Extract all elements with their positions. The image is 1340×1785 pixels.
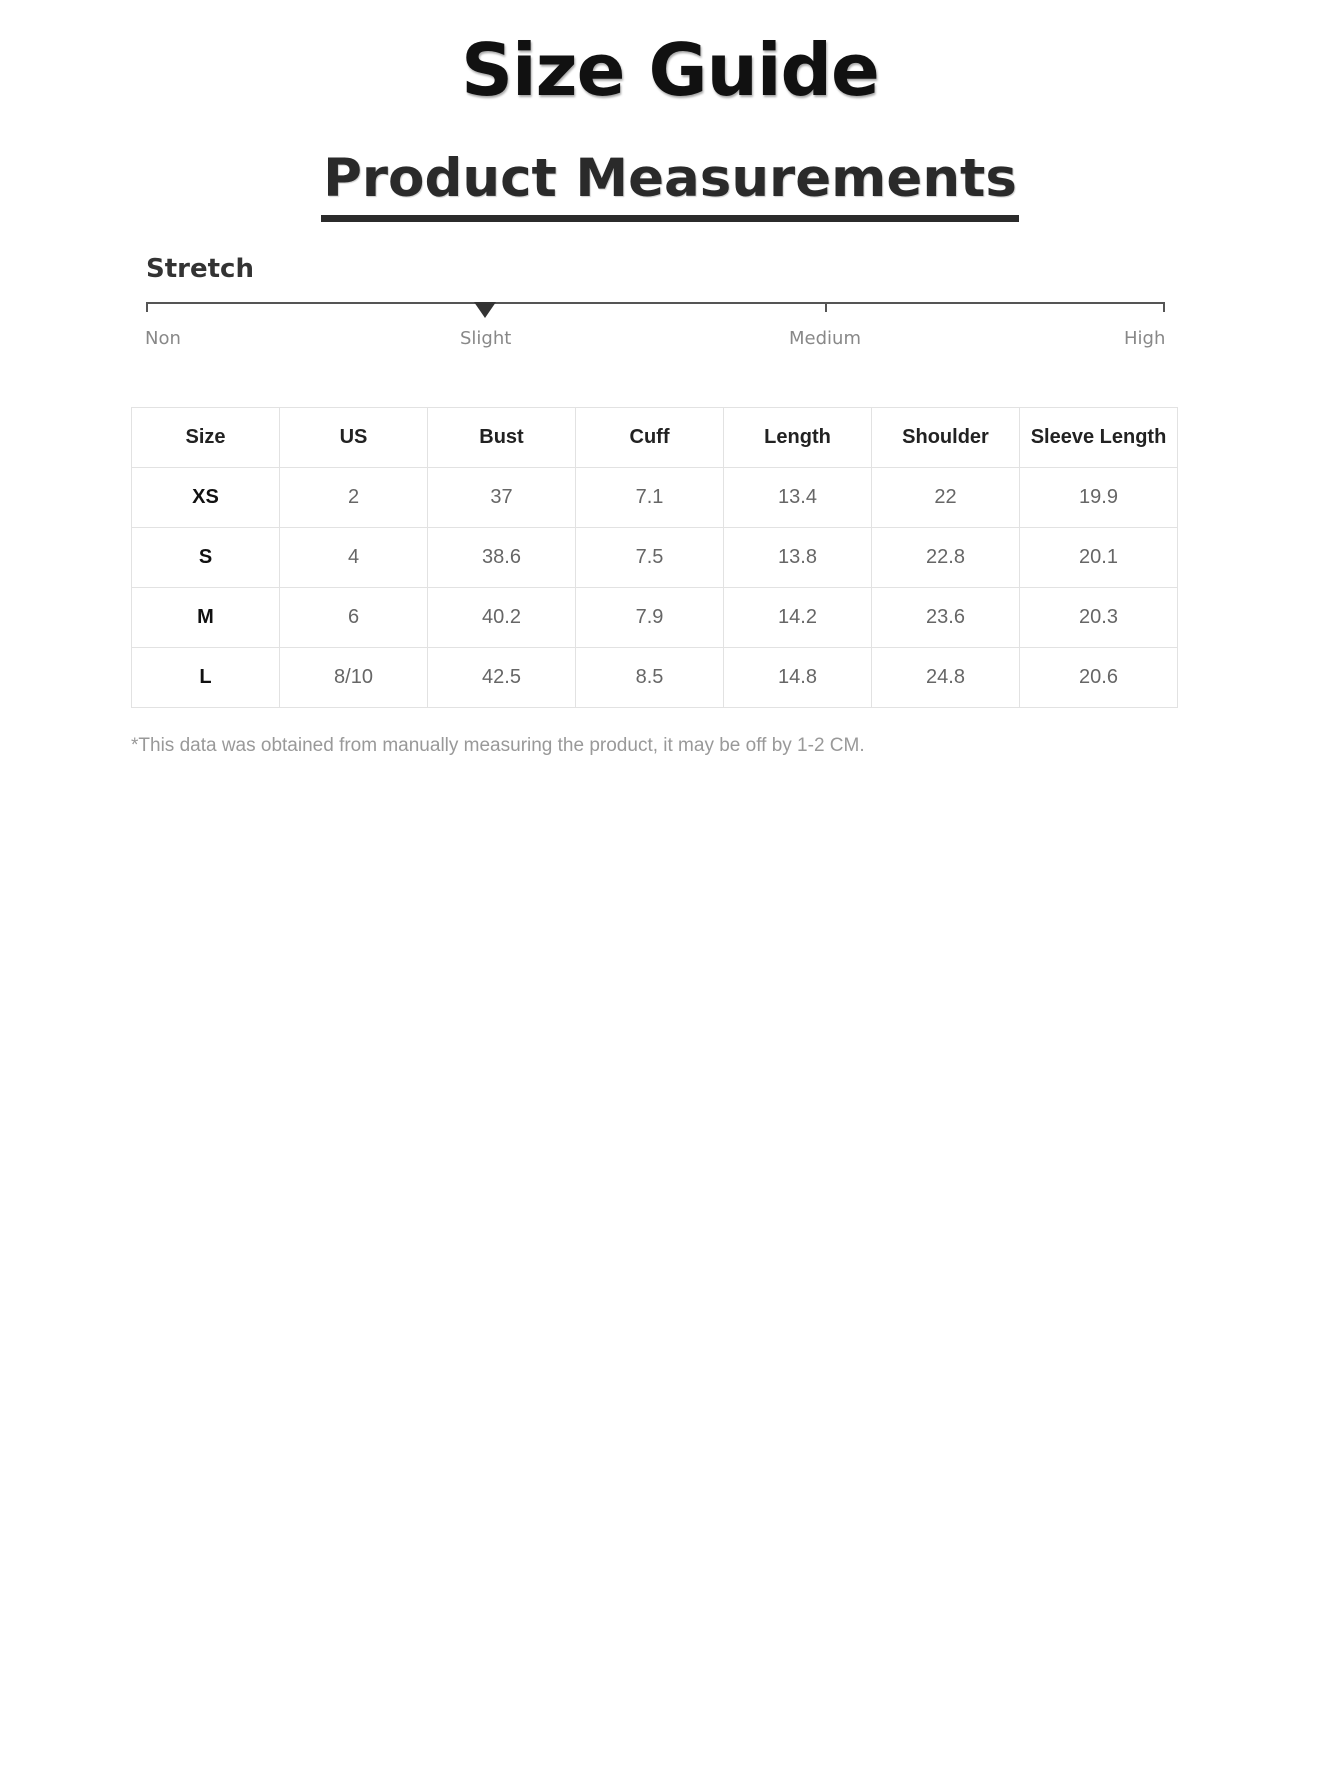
- cell-sleeve-length: 20.3: [1020, 588, 1178, 648]
- stretch-marker-icon: [474, 302, 496, 318]
- stretch-level-slight: Slight: [460, 328, 512, 349]
- table-row: [132, 648, 1178, 708]
- stretch-tick-medium: [825, 302, 827, 312]
- cell-length: 13.4: [724, 468, 872, 528]
- cell-us: 8/10: [280, 648, 428, 708]
- measurement-note: *This data was obtained from manually measuring the product, it may be off by 1-2 CM.: [131, 735, 865, 756]
- cell-us: 2: [280, 468, 428, 528]
- table-row: [132, 468, 1178, 528]
- cell-shoulder: 22: [872, 468, 1020, 528]
- header-sleeve-length: Sleeve Length: [1020, 408, 1178, 468]
- header-shoulder: Shoulder: [872, 408, 1020, 468]
- cell-bust: 42.5: [428, 648, 576, 708]
- cell-size: S: [132, 528, 280, 588]
- header-size: Size: [132, 408, 280, 468]
- cell-size: XS: [132, 468, 280, 528]
- stretch-tick-high: [1163, 302, 1165, 312]
- cell-sleeve-length: 20.6: [1020, 648, 1178, 708]
- header-length: Length: [724, 408, 872, 468]
- cell-shoulder: 24.8: [872, 648, 1020, 708]
- header-cuff: Cuff: [576, 408, 724, 468]
- table-row: [132, 528, 1178, 588]
- cell-bust: 37: [428, 468, 576, 528]
- cell-sleeve-length: 20.1: [1020, 528, 1178, 588]
- stretch-tick-non: [146, 302, 148, 312]
- section-title: Product Measurements: [321, 152, 1019, 222]
- subtitle-container: [0, 148, 1340, 222]
- table-header-row: [132, 408, 1178, 468]
- header-us: US: [280, 408, 428, 468]
- page-title: Size Guide: [461, 28, 879, 112]
- cell-sleeve-length: 19.9: [1020, 468, 1178, 528]
- cell-shoulder: 23.6: [872, 588, 1020, 648]
- table-row: [132, 588, 1178, 648]
- cell-us: 4: [280, 528, 428, 588]
- cell-shoulder: 22.8: [872, 528, 1020, 588]
- stretch-scale-line: [146, 302, 1165, 304]
- cell-cuff: 7.1: [576, 468, 724, 528]
- cell-cuff: 7.5: [576, 528, 724, 588]
- cell-us: 6: [280, 588, 428, 648]
- header-bust: Bust: [428, 408, 576, 468]
- stretch-level-non: Non: [145, 328, 181, 349]
- cell-size: M: [132, 588, 280, 648]
- cell-size: L: [132, 648, 280, 708]
- cell-bust: 38.6: [428, 528, 576, 588]
- cell-cuff: 7.9: [576, 588, 724, 648]
- stretch-scale: [146, 300, 1165, 360]
- cell-bust: 40.2: [428, 588, 576, 648]
- cell-length: 14.8: [724, 648, 872, 708]
- cell-length: 13.8: [724, 528, 872, 588]
- stretch-label: Stretch: [146, 254, 254, 284]
- stretch-level-high: High: [1124, 328, 1166, 349]
- stretch-level-medium: Medium: [789, 328, 861, 349]
- measurements-table: [131, 407, 1178, 708]
- cell-cuff: 8.5: [576, 648, 724, 708]
- cell-length: 14.2: [724, 588, 872, 648]
